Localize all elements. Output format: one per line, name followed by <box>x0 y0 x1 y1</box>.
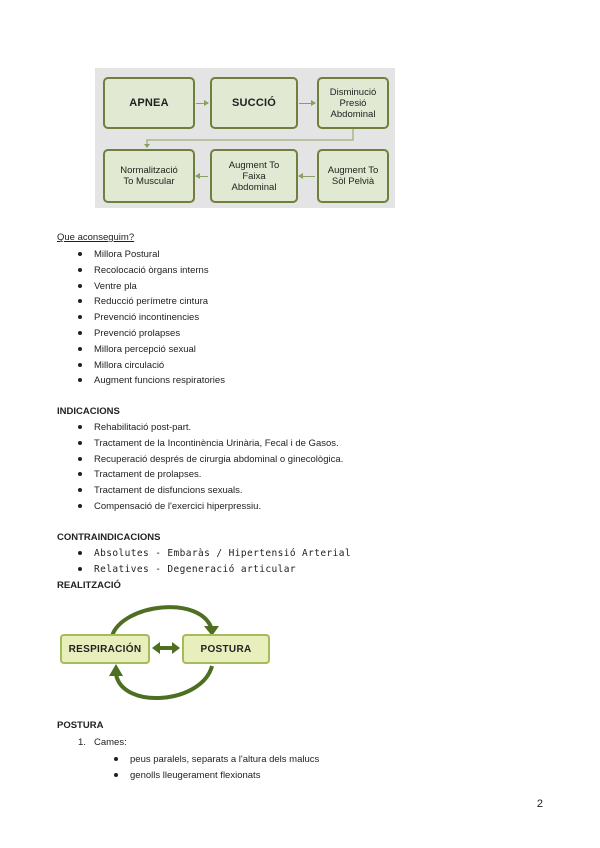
list-item: Millora circulació <box>94 360 225 376</box>
bullet-icon <box>78 252 82 256</box>
list-item: Millora Postural <box>94 249 225 265</box>
flow-diagram <box>95 68 395 208</box>
list-item: Recuperació després de cirurgia abdominal o ginecològica. <box>94 454 343 470</box>
bullet-icon <box>78 488 82 492</box>
bullet-icon <box>78 284 82 288</box>
bullet-icon <box>78 551 82 555</box>
list-item: Recolocació òrgans interns <box>94 265 225 281</box>
bullet-icon <box>78 457 82 461</box>
bullet-icon <box>78 472 82 476</box>
postura-title: POSTURA <box>57 720 104 731</box>
bullet-icon <box>78 504 82 508</box>
list-item: Millora percepció sexual <box>94 344 225 360</box>
bullet-icon <box>78 425 82 429</box>
list-item: Tractament de la Incontinència Urinària, Fecal i de Gasos. <box>94 438 343 454</box>
flow-box-succio: SUCCIÓ <box>210 77 298 129</box>
list-item: Rehabilitació post-part. <box>94 422 343 438</box>
list-item: Relatives - Degeneració articular <box>94 564 351 580</box>
bullet-icon <box>114 757 118 761</box>
list-item: genolls lleugerament flexionats <box>130 770 319 786</box>
bullet-icon <box>78 315 82 319</box>
postura-item-number: 1. <box>78 737 86 748</box>
bullet-icon <box>78 331 82 335</box>
page-number: 2 <box>536 798 543 810</box>
list-item: Tractament de disfuncions sexuals. <box>94 485 343 501</box>
realitzacio-title: REALITZACIÓ <box>57 580 121 591</box>
list-item: Ventre pla <box>94 281 225 297</box>
list-item: peus paralels, separats a l'altura dels malucs <box>130 754 319 770</box>
list-item: Tractament de prolapses. <box>94 469 343 485</box>
bullet-icon <box>114 773 118 777</box>
list-item: Reducció perímetre cintura <box>94 296 225 312</box>
bullet-icon <box>78 441 82 445</box>
postura-box: POSTURA <box>182 634 270 664</box>
postura-item-label: Cames: <box>94 737 127 748</box>
bullet-icon <box>78 299 82 303</box>
list-item: Prevenció incontinencies <box>94 312 225 328</box>
que-aconseguim-list <box>94 249 225 391</box>
flow-box-augment-faixa: Augment To Faixa Abdominal <box>210 149 298 203</box>
flow-box-disminucio: Disminució Presió Abdominal <box>317 77 389 129</box>
contraindicacions-list <box>94 548 351 580</box>
postura-sublist <box>130 754 319 786</box>
respiracion-box: RESPIRACIÓN <box>60 634 150 664</box>
que-aconseguim-title: Que aconseguim? <box>57 232 135 243</box>
list-item: Augment funcions respiratories <box>94 375 225 391</box>
flow-connectors <box>95 68 395 208</box>
flow-box-apnea: APNEA <box>103 77 195 129</box>
flow-box-augment-sol: Augment To Sòl Pelvià <box>317 149 389 203</box>
bullet-icon <box>78 378 82 382</box>
flow-box-normalitzacio: Normalització To Muscular <box>103 149 195 203</box>
bullet-icon <box>78 347 82 351</box>
indicacions-title: INDICACIONS <box>57 406 120 417</box>
bullet-icon <box>78 268 82 272</box>
indicacions-list <box>94 422 343 517</box>
list-item: Prevenció prolapses <box>94 328 225 344</box>
cycle-diagram <box>60 600 275 710</box>
list-item: Absolutes - Embaràs / Hipertensió Arterial <box>94 548 351 564</box>
bullet-icon <box>78 363 82 367</box>
bullet-icon <box>78 567 82 571</box>
contraindicacions-title: CONTRAINDICACIONS <box>57 532 161 543</box>
list-item: Compensació de l'exercici hiperpressiu. <box>94 501 343 517</box>
